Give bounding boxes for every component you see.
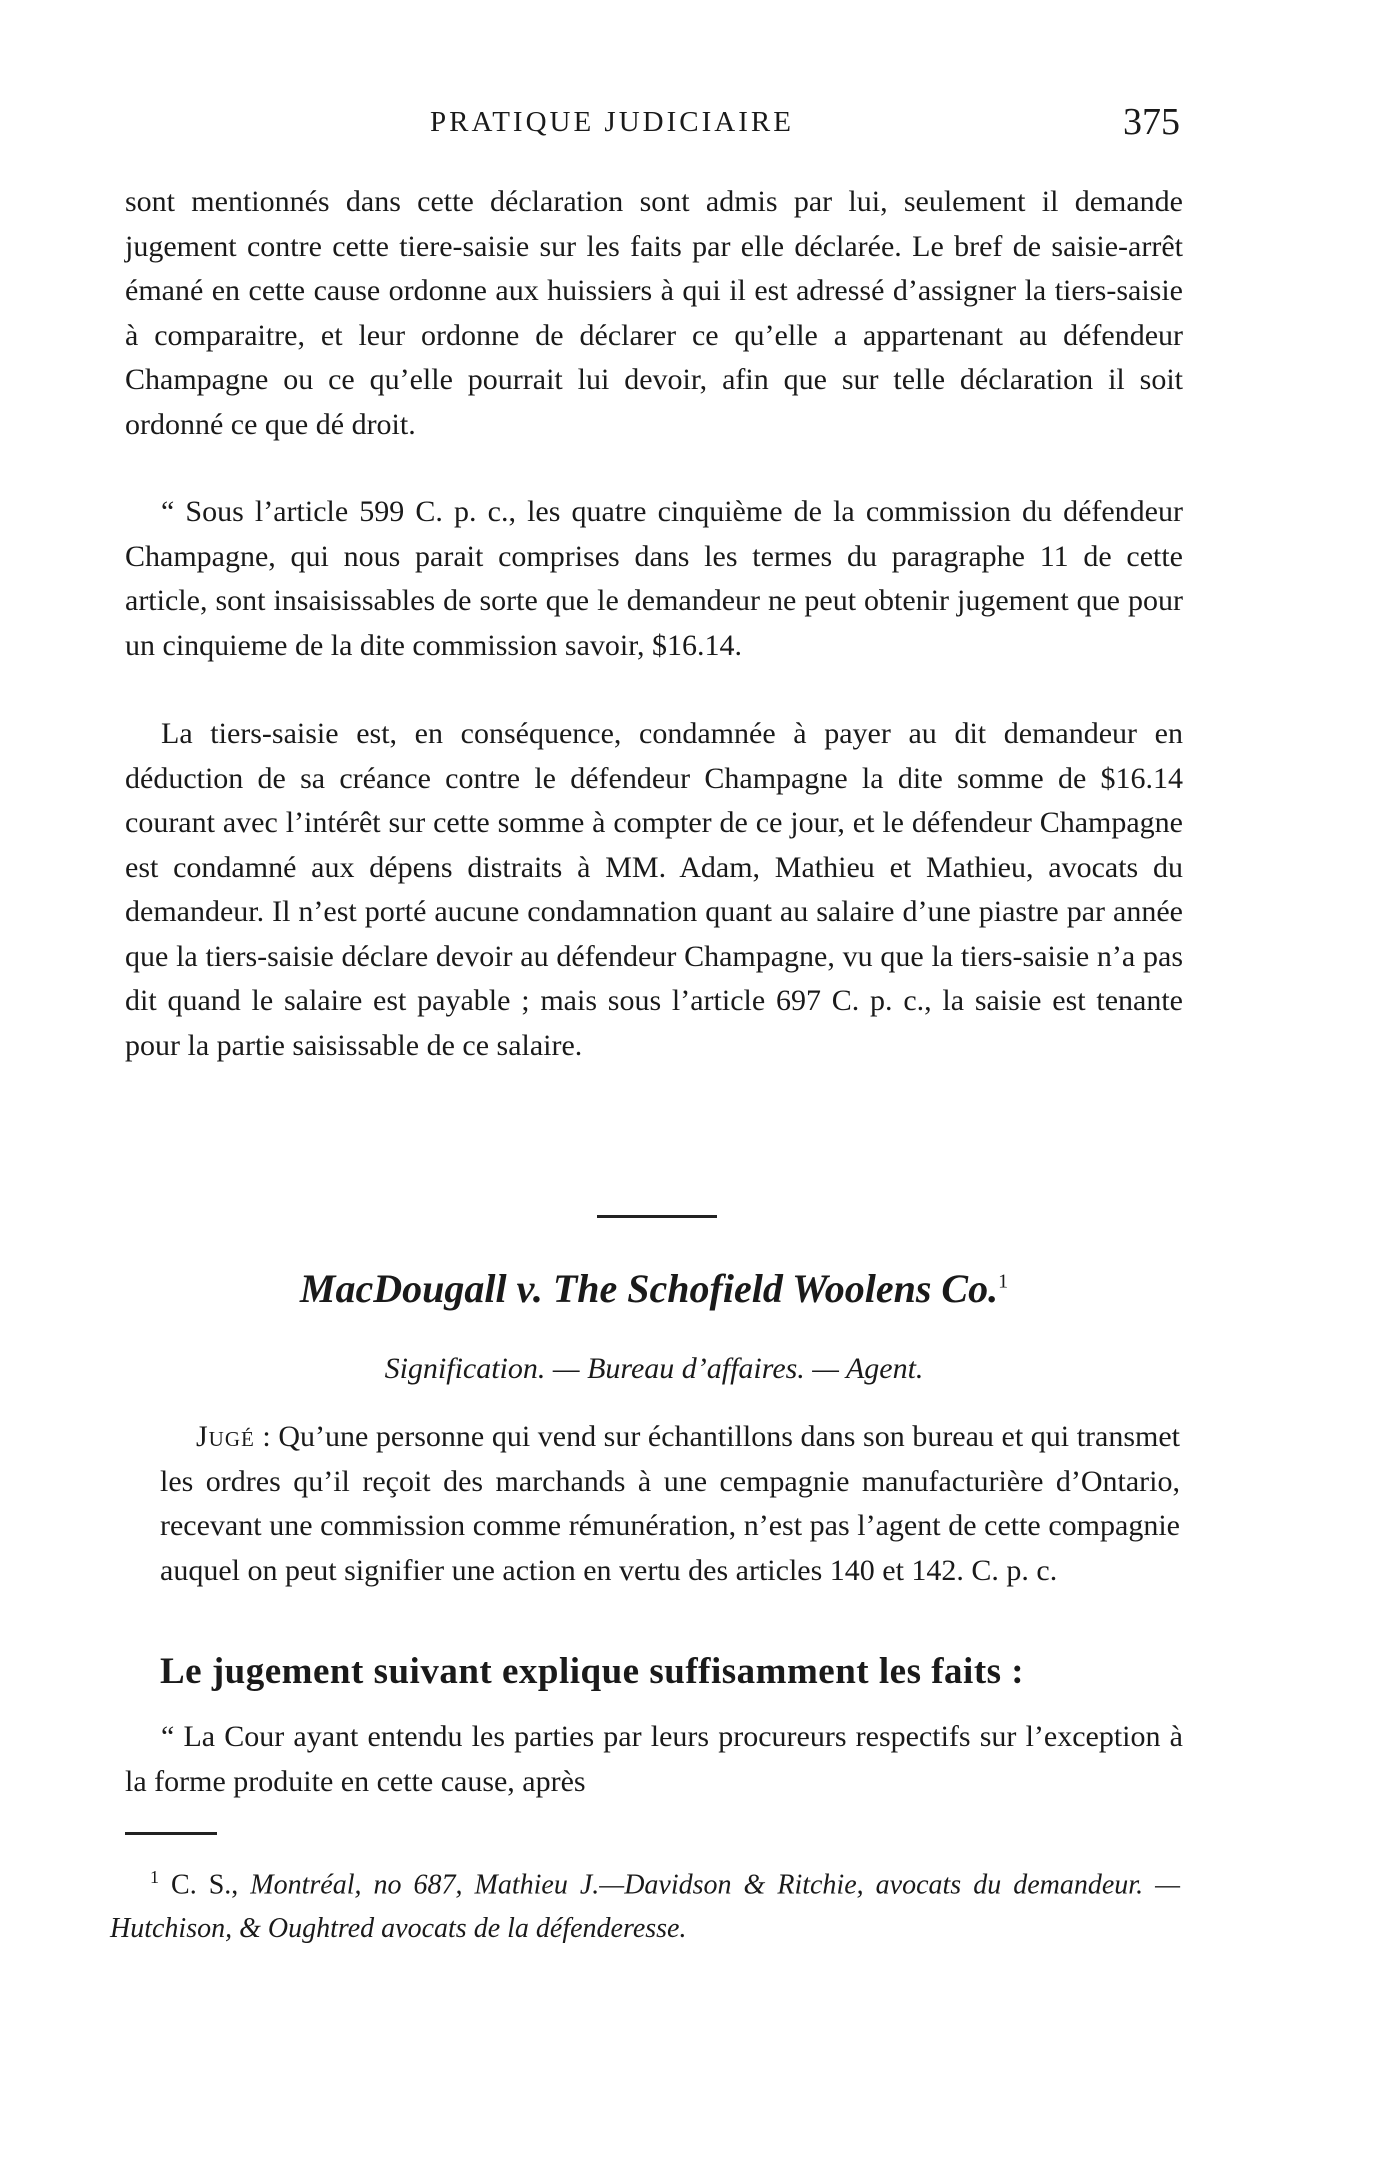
paragraph-continuation xyxy=(125,180,1183,447)
paragraph-judgment xyxy=(125,712,1183,1068)
page-number: 375 xyxy=(1123,101,1180,143)
paragraph-article-599 xyxy=(125,490,1183,668)
section-divider xyxy=(597,1215,717,1218)
paragraph-text: sont mentionnés dans cette déclaration sont admis par lui, seulement il demande jugement contre cette tiere-saisie sur les faits par elle déclarée. Le bref de saisie-arrêt émané en cette cause ordonne aux huissiers à qui il est adressé d’assigner la tiers-saisie à comparaitre, et leur ordonne de déclarer ce qu’elle a appartenant au défendeur Champagne ou ce qu’elle pourrait lui devoir, afin que sur telle déclaration il soit ordonné ce que dé droit. xyxy=(125,185,1183,441)
footnote xyxy=(110,1855,1180,1951)
running-header xyxy=(130,100,1190,150)
case-title-text: MacDougall v. The Schofield Woolens Co. xyxy=(299,1266,999,1311)
paragraph-text: La tiers-saisie est, en conséquence, condamnée à payer au dit demandeur en déduction de sa créance contre le défendeur Champagne la dite somme de $16.14 courant avec l’intérêt sur cette somme à compter de ce jour, et le défendeur Champagne est condamné aux dépens distraits à MM. Adam, Mathieu et Mathieu, avocats du demandeur. Il n’est porté aucune condamnation quant au salaire d’une piastre par année que la tiers-saisie déclare devoir au défendeur Champagne, vu que la tiers-saisie n’a pas dit quand le salaire est payable ; mais sous l’article 697 C. p. c., la saisie est tenante pour la partie saisissable de ce salaire. xyxy=(125,717,1183,1062)
footnote-divider xyxy=(125,1832,217,1835)
case-subject: Signification. — Bureau d’affaires. — Agent. xyxy=(384,1352,924,1385)
paragraph-text: “ La Cour ayant entendu les parties par leurs procureurs respectifs sur l’exception à la forme produite en cette cause, après xyxy=(125,1720,1183,1798)
section-heading: Le jugement suivant explique suffisamment les faits : xyxy=(160,1651,1025,1692)
holding-text: Qu’une personne qui vend sur échantillons dans son bureau et qui transmet les ordres qu’il reçoit des marchands à une cempagnie manufacturière d’Ontario, recevant une commission comme rémunération, n’est pas l’agent de cette compagnie auquel on peut signifier une action en vertu des articles 140 et 142. C. p. c. xyxy=(160,1420,1180,1587)
running-title: PRATIQUE JUDICIAIRE xyxy=(430,106,794,138)
holding-paragraph xyxy=(160,1415,1180,1593)
footnote-text: Montréal, no 687, Mathieu J.—Davidson & Ritchie, avocats du demandeur. — Hutchison, & Oughtred avocats de la défenderesse. xyxy=(110,1869,1180,1945)
holding-separator: : xyxy=(254,1420,279,1453)
footnote-marker: 1 xyxy=(150,1867,159,1887)
footnote-lead: C. S., xyxy=(171,1869,239,1901)
case-footnote-marker: 1 xyxy=(998,1270,1009,1293)
paragraph-text: “ Sous l’article 599 C. p. c., les quatre cinquième de la commission du défendeur Champagne, qui nous parait comprises dans les termes du paragraphe 11 de cette article, sont insaisissables de sorte que le demandeur ne peut obtenir jugement que pour un cinquieme de la dite commission savoir, $16.14. xyxy=(125,495,1183,662)
footnote-paragraph xyxy=(110,1855,1180,1951)
holding-label: Jugé xyxy=(196,1420,255,1453)
case-title xyxy=(125,1265,1183,1312)
paragraph-court-opening xyxy=(125,1715,1183,1804)
holding-summary xyxy=(160,1415,1180,1593)
